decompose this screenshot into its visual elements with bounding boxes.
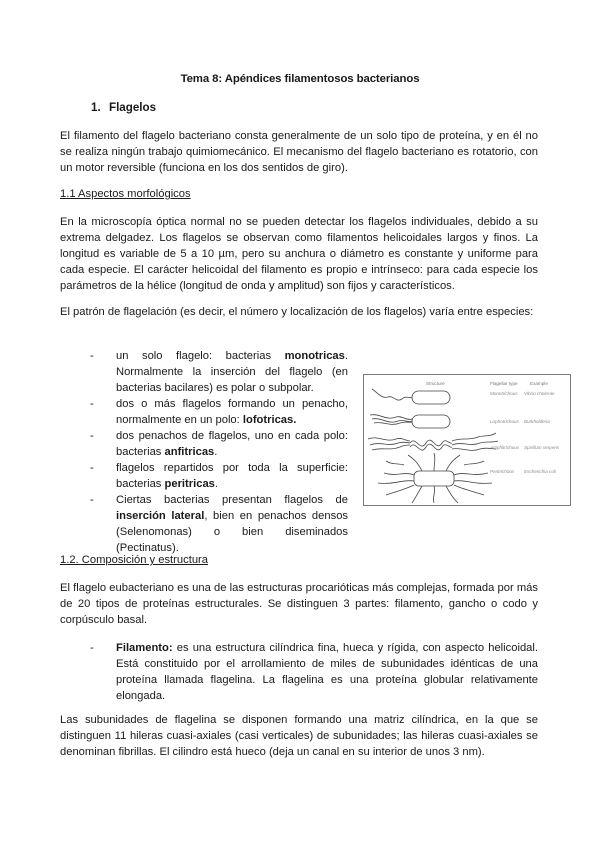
figure-example-amphitrichous: Spirillum serpens bbox=[524, 445, 560, 450]
list-item-peritricas: - flagelos repartidos por toda la superficie: bacterias peritricas. bbox=[86, 460, 348, 492]
subsection-heading-morfologicos: 1.1 Aspectos morfológicos bbox=[60, 188, 191, 200]
flagellation-pattern-paragraph: El patrón de flagelación (es decir, el número y localización de los flagelos) varía entre especies: bbox=[60, 306, 534, 318]
intro-paragraph: El filamento del flagelo bacteriano consta generalmente de un solo tipo de proteína, y en él no se realiza ningún trabajo quimiomecánico. El mecanismo del flagelo bacteriano es rotatorio, con un motor reversible (funciona en los dos sentidos de giro). bbox=[60, 130, 538, 174]
figure-example-peritrichous: Escherichia coli bbox=[524, 469, 556, 474]
figure-type-peritrichous: Peritrichous bbox=[490, 469, 515, 474]
figure-example-lophotrichous: Burkholderia bbox=[524, 419, 550, 424]
subsection-heading-composicion: 1.2. Composición y estructura bbox=[60, 554, 208, 566]
figure-column-structure: Structure bbox=[426, 381, 445, 386]
composition-paragraph: El flagelo eubacteriano es una de las estructuras procarióticas más complejas, formada por más de 20 tipos de proteínas estructurales. Se distinguen 3 partes: filamento, gancho o codo y corpúsculo basal. bbox=[60, 582, 538, 626]
document-title: Tema 8: Apéndices filamentosos bacterianos bbox=[180, 73, 420, 85]
section-heading-text: Flagelos bbox=[109, 101, 157, 114]
figure-type-lophotrichous: Lophotrichous bbox=[490, 419, 519, 424]
section-heading-flagelos bbox=[91, 100, 156, 116]
figure-column-flagellar-type: Flagellar type bbox=[490, 381, 518, 386]
flagellation-figure bbox=[363, 374, 571, 506]
figure-column-example: Example bbox=[530, 381, 548, 386]
morphology-paragraph: En la microscopía óptica normal no se pueden detectar los flagelos individuales, debido a su extrema delgadez. Los flagelos se observan como filamentos helicoidales largos y finos. La longitud es variable de 5 a 10 µm, pero su anchura o diámetro es constante y uniforme para cada especie. El carácter helicoidal del filamento es propio e intrínseco: para cada especie los parámetros de la hélice (longitud de onda y amplitud) son fijos y característicos. bbox=[60, 216, 538, 292]
figure-type-amphitrichous: Amphitrichous bbox=[490, 445, 520, 450]
figure-example-monotrichous: Vibrio cholerae bbox=[524, 391, 555, 396]
flagellin-arrangement-paragraph: Las subunidades de flagelina se disponen formando una matriz cilíndrica, en la que se distinguen 11 hileras cuasi-axiales (casi verticales) de subunidades; las hileras cuasi-axiales se denominan fibrillas. El cilindro está hueco (deja un canal en su interior de unos 3 nm). bbox=[60, 714, 538, 758]
list-item-anfitricas: - dos penachos de flagelos, uno en cada polo: bacterias anfitricas. bbox=[86, 428, 348, 460]
structure-parts-list bbox=[86, 640, 538, 704]
list-item-lofotricas: - dos o más flagelos formando un penacho, normalmente en un polo: lofotricas. bbox=[86, 396, 348, 428]
section-number: 1. bbox=[91, 101, 101, 114]
list-item-insercion-lateral: - Ciertas bacterias presentan flagelos de inserción lateral, bien en penachos densos (Selenomonas) o bien diseminados (Pectinatus). bbox=[86, 492, 348, 556]
flagellation-types-list bbox=[86, 348, 348, 556]
list-item-filamento: - Filamento: es una estructura cilíndrica fina, hueca y rígida, con aspecto helicoidal. Está constituido por el arrollamiento de miles de subunidades idénticas de una proteína llamada flagelina. La flagelina es una proteína globular relativamente elongada. bbox=[86, 640, 538, 704]
figure-type-monotrichous: Monotrichous bbox=[490, 391, 518, 396]
list-item-monotricas: - un solo flagelo: bacterias monotricas. Normalmente la inserción del flagelo (en bacterias bacilares) es polar o subpolar. bbox=[86, 348, 348, 396]
